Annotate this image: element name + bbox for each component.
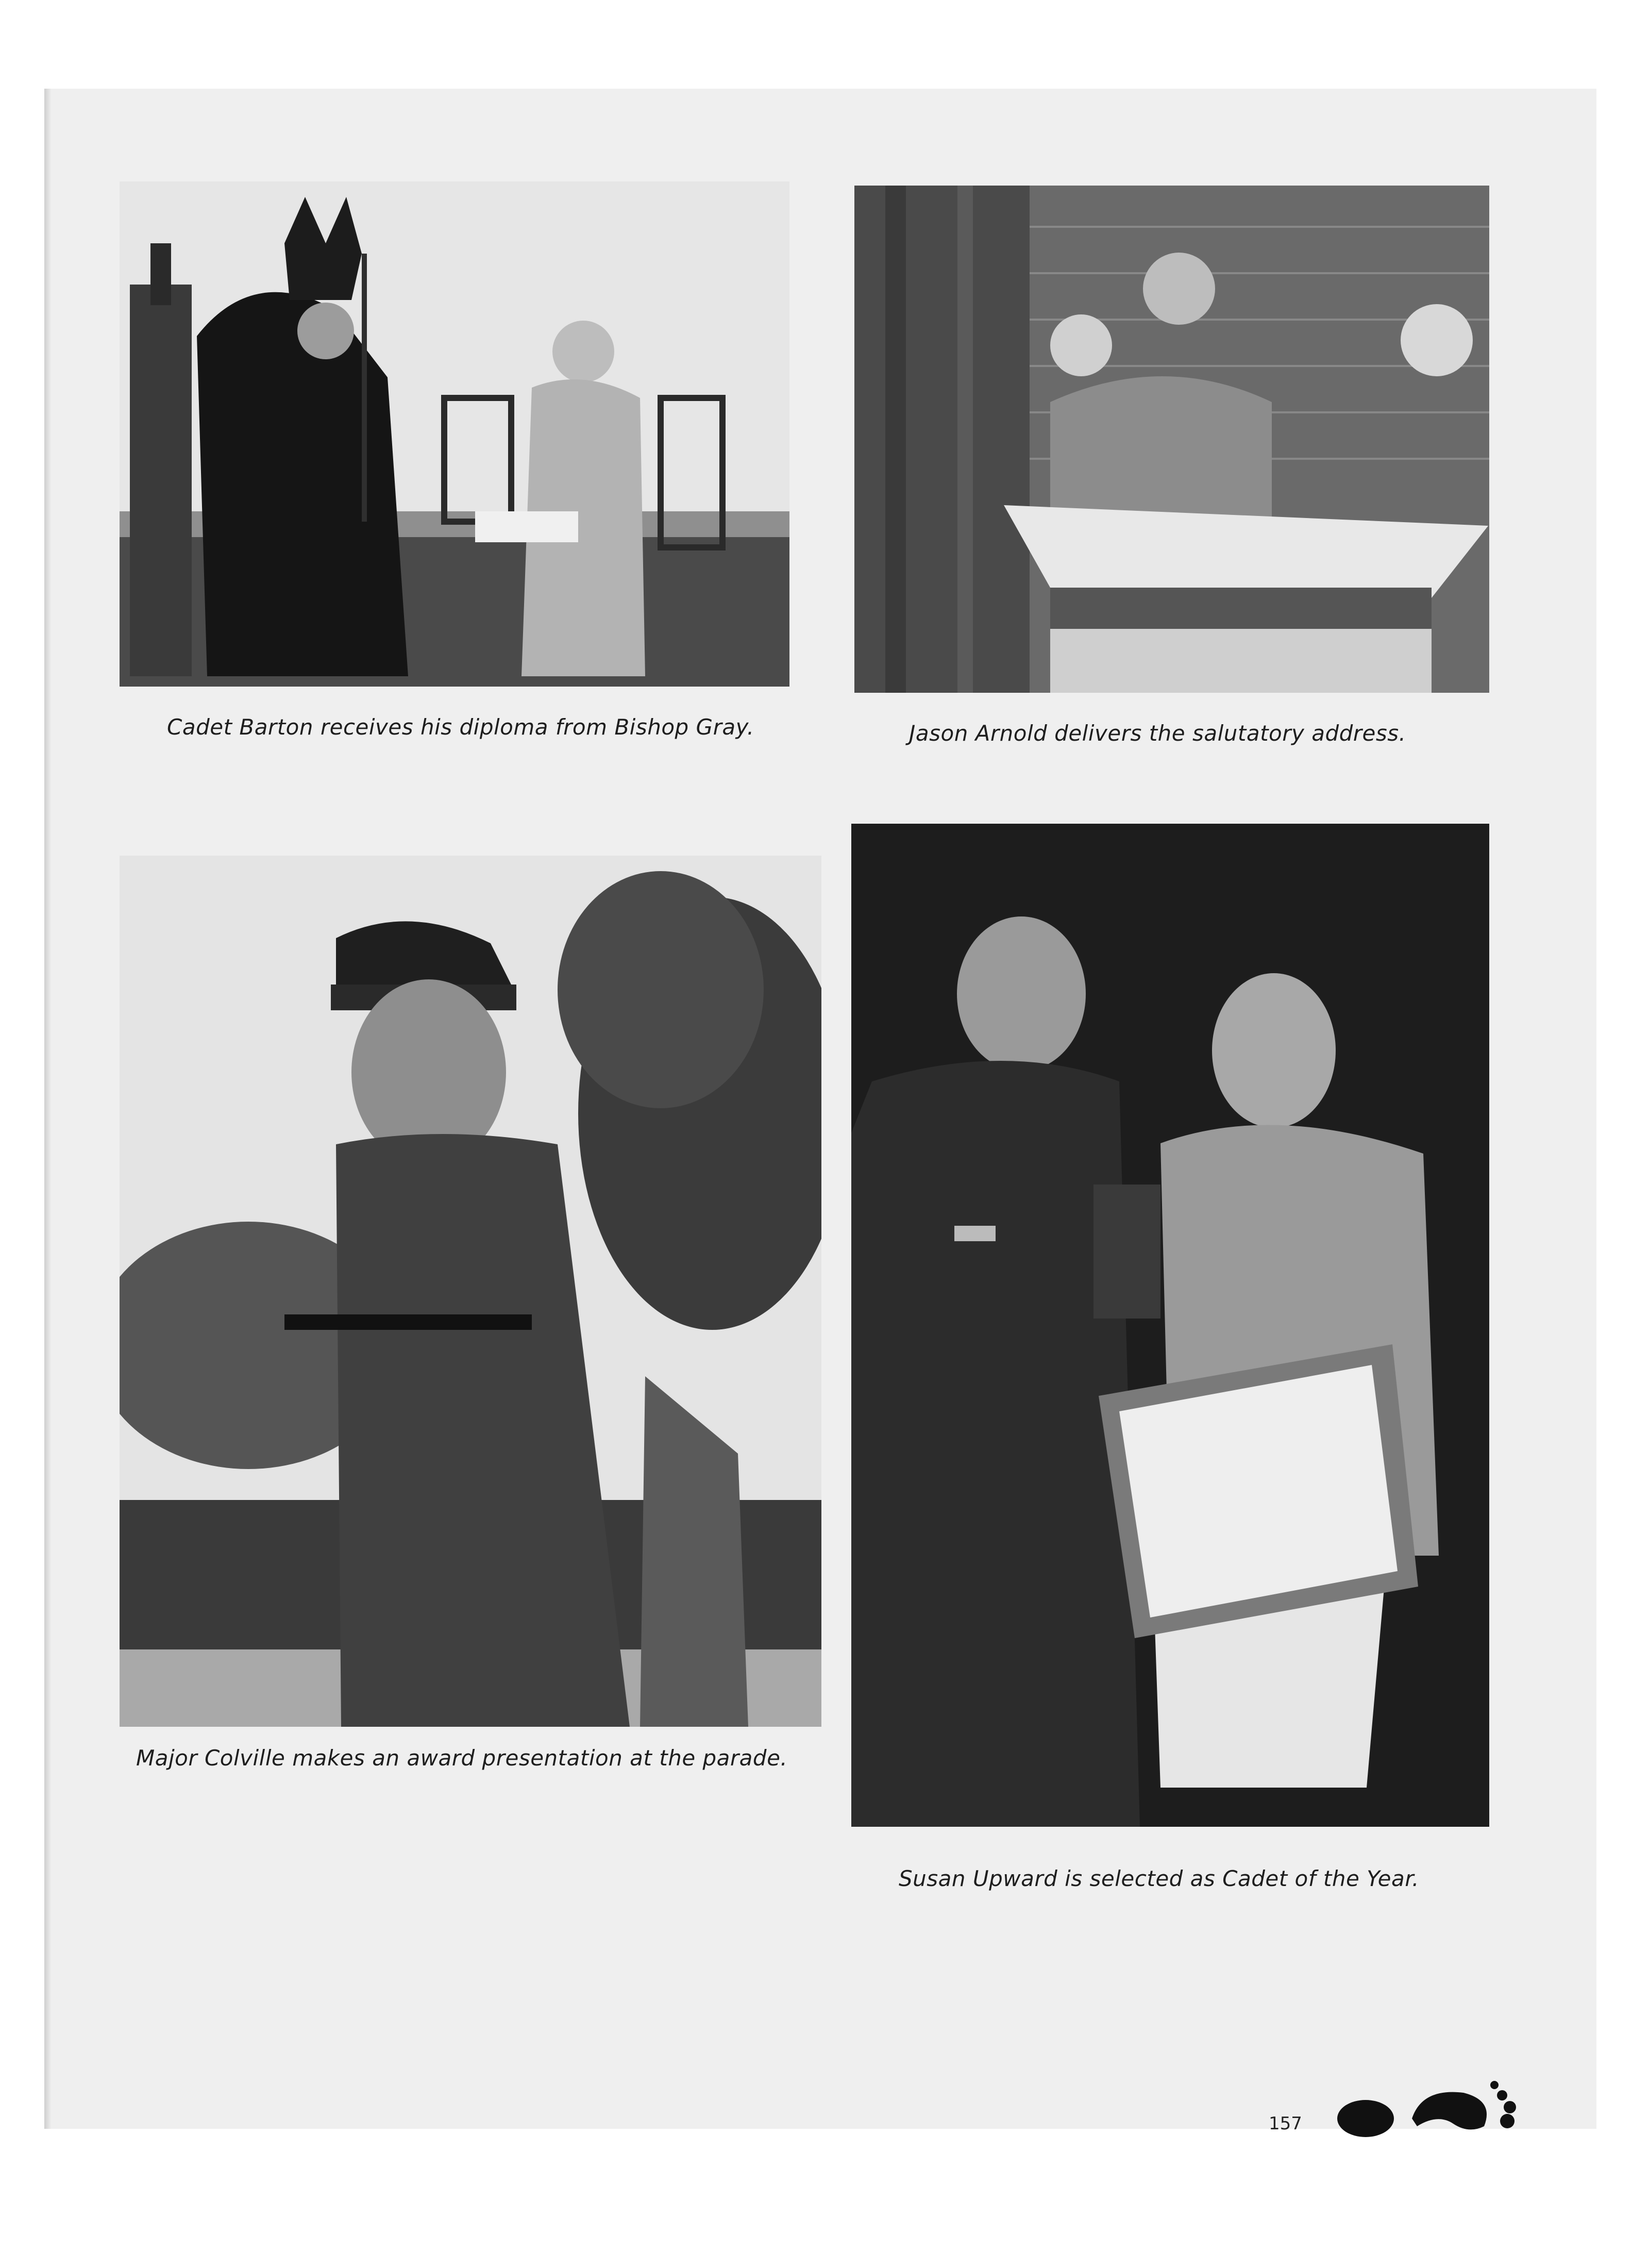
- caption-barton: Cadet Barton receives his diploma from Bishop Gray.: [167, 714, 754, 740]
- caption-arnold: Jason Arnold delivers the salutatory address.: [909, 721, 1406, 746]
- photo-arnold-address: [854, 186, 1489, 693]
- photo-barton-diploma: [120, 181, 789, 687]
- footprint-icon: [1335, 2077, 1525, 2139]
- page-number: 157: [1269, 2113, 1302, 2134]
- caption-colville: Major Colville makes an award presentation at the parade.: [136, 1745, 788, 1771]
- photo-colville-parade: [120, 856, 821, 1727]
- photo-upward-cadet-of-year: [851, 824, 1489, 1827]
- caption-upward: Susan Upward is selected as Cadet of the Year.: [899, 1866, 1420, 1891]
- page-shadow-edge: [44, 89, 52, 2129]
